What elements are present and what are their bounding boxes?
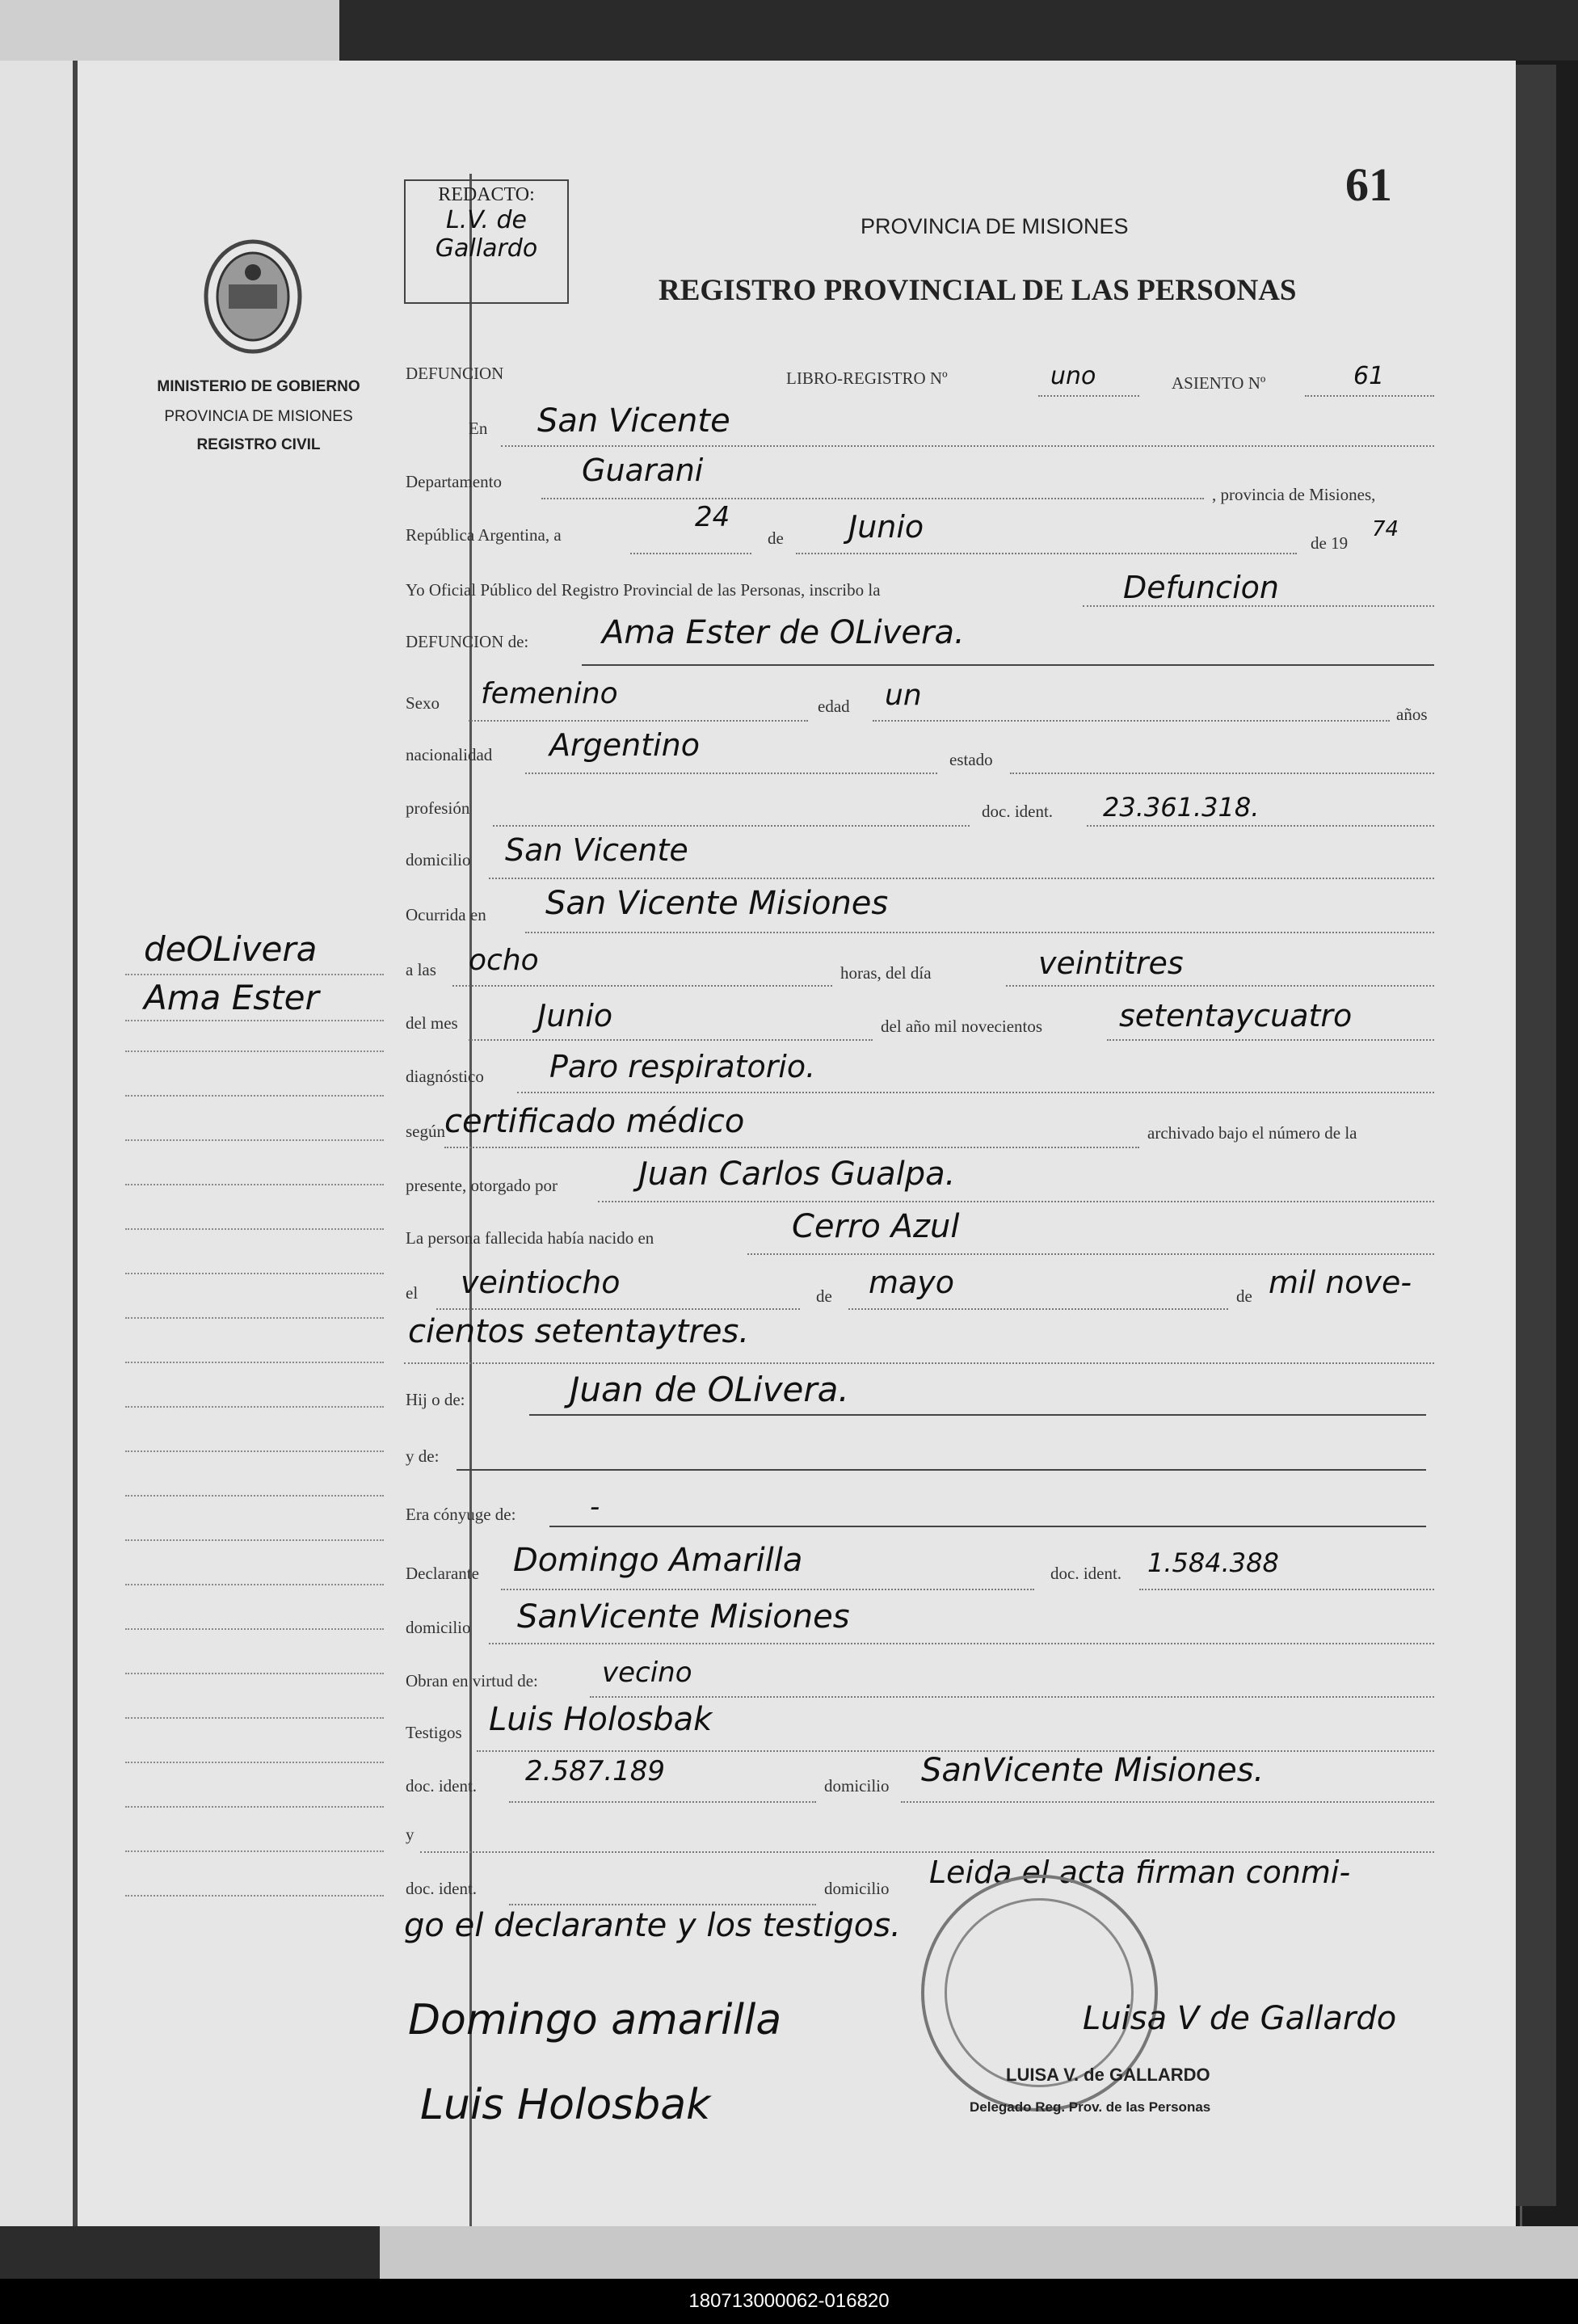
segun-label: según	[406, 1122, 445, 1141]
margin-rule	[125, 974, 384, 975]
margin-rule	[125, 1717, 384, 1719]
margin-rule	[125, 1362, 384, 1363]
anio-value: 74	[1372, 517, 1399, 541]
del-anio-label: del año mil novecientos	[881, 1017, 1043, 1036]
inscribo-value: Defuncion	[1123, 570, 1279, 605]
margin-rule	[125, 1317, 384, 1319]
libro-value: uno	[1050, 362, 1096, 390]
continua-value: cientos setentaytres.	[408, 1313, 750, 1350]
presente-value: Juan Carlos Gualpa.	[638, 1156, 956, 1193]
defuncion-de-value: Ama Ester de OLivera.	[602, 614, 965, 651]
ministry-line3: REGISTRO CIVIL	[196, 436, 321, 453]
dia-value: 24	[695, 501, 730, 533]
margin-rule	[125, 1095, 384, 1097]
margin-rule	[125, 1228, 384, 1230]
margin-rule	[125, 1450, 384, 1452]
horas-label: horas, del día	[840, 963, 932, 983]
obran-label: Obran en virtud de:	[406, 1671, 538, 1690]
margin-rule	[125, 1139, 384, 1141]
a-las-value: ocho	[469, 944, 539, 977]
de-label: de	[768, 528, 784, 548]
testigo-domicilio-value: SanVicente Misiones.	[921, 1752, 1265, 1789]
mes-value: Junio	[848, 509, 924, 545]
stamp-role: Delegado Reg. Prov. de las Personas	[970, 2099, 1211, 2115]
doc-ident-label: doc. ident.	[982, 802, 1054, 821]
redacto-line2: Gallardo	[435, 234, 538, 263]
edad-label: edad	[818, 697, 850, 716]
declarante-value: Domingo Amarilla	[513, 1542, 803, 1579]
top-background	[0, 0, 1578, 61]
departamento-value: Guarani	[582, 453, 704, 488]
margin-rule	[125, 1495, 384, 1497]
asiento-value: 61	[1353, 362, 1385, 390]
del-anio-value: setentaycuatro	[1119, 998, 1353, 1034]
testigo-doc-value: 2.587.189	[525, 1755, 666, 1787]
provincia-suffix: , provincia de Misiones,	[1212, 485, 1376, 504]
declarante-domicilio-label: domicilio	[406, 1618, 471, 1637]
obran-value: vecino	[602, 1657, 692, 1689]
margin-rule	[125, 1184, 384, 1185]
margin-rule	[125, 1895, 384, 1897]
testigo-doc-label: doc. ident.	[406, 1776, 478, 1796]
ministry-line1: MINISTERIO DE GOBIERNO	[157, 378, 360, 395]
del-mes-label: del mes	[406, 1013, 458, 1033]
margin-rule	[125, 1762, 384, 1763]
nacido-label: La persona fallecida había nacido en	[406, 1228, 654, 1248]
nacionalidad-value: Argentino	[549, 727, 700, 763]
domicilio-label: domicilio	[406, 850, 471, 869]
ocurrida-value: San Vicente Misiones	[545, 885, 889, 922]
archivado-label: archivado bajo el número de la	[1147, 1123, 1357, 1143]
declarante-domicilio-value: SanVicente Misiones	[517, 1598, 850, 1636]
ministry-emblem-icon	[200, 236, 305, 361]
yo-oficial-text: Yo Oficial Público del Registro Provincial de las Personas, inscribo la	[406, 580, 881, 600]
signature-declarante: Domingo amarilla	[408, 1996, 782, 2044]
defuncion-de-label: DEFUNCION de:	[406, 632, 529, 651]
margin-rule	[125, 1050, 384, 1052]
leida-continuation: go el declarante y los testigos.	[404, 1907, 901, 1944]
doc2-label: doc. ident.	[406, 1879, 478, 1898]
province-heading: PROVINCIA DE MISIONES	[861, 214, 1129, 238]
del-mes-value: Junio	[537, 998, 613, 1034]
declarante-label: Declarante	[406, 1564, 479, 1583]
testigos-label: Testigos	[406, 1723, 462, 1742]
declarante-doc-value: 1.584.388	[1147, 1547, 1279, 1578]
redacto-line1: L.V. de	[446, 206, 527, 234]
declarante-doc-label: doc. ident.	[1050, 1564, 1122, 1583]
hijo-label: Hij o de:	[406, 1390, 465, 1409]
testigos-value: Luis Holosbak	[489, 1701, 713, 1738]
sexo-value: femenino	[481, 677, 618, 710]
segun-value: certificado médico	[444, 1103, 745, 1140]
ministry-line2: PROVINCIA DE MISIONES	[164, 408, 353, 425]
asiento-label: ASIENTO Nº	[1172, 373, 1266, 393]
en-label: En	[469, 419, 488, 438]
registry-title: REGISTRO PROVINCIAL DE LAS PERSONAS	[659, 274, 1297, 307]
anios-label: años	[1396, 705, 1428, 724]
y-de-label: y de:	[406, 1446, 440, 1466]
testigo-domicilio-label: domicilio	[824, 1776, 890, 1796]
margin-rule	[125, 1273, 384, 1274]
leida-value: Leida el acta firman conmi-	[929, 1855, 1351, 1890]
margin-rule	[125, 1673, 384, 1674]
redacto-box	[404, 179, 569, 304]
estado-label: estado	[949, 750, 993, 769]
margin-rule	[125, 1850, 384, 1852]
margin-rule	[125, 1539, 384, 1541]
diagnostico-label: diagnóstico	[406, 1067, 484, 1086]
redacto-label: REDACTO:	[438, 184, 535, 205]
ocurrida-label: Ocurrida en	[406, 905, 486, 924]
de3-value: mil nove-	[1269, 1265, 1412, 1300]
book-binding	[1516, 65, 1556, 2206]
libro-label: LIBRO-REGISTRO Nº	[786, 368, 948, 388]
el-value: veintiocho	[461, 1265, 621, 1300]
presente-label: presente, otorgado por	[406, 1176, 558, 1195]
de2-label: de	[816, 1286, 832, 1306]
page-number: 61	[1345, 158, 1392, 211]
hijo-value: Juan de OLivera.	[570, 1370, 849, 1409]
horas-value: veintitres	[1038, 945, 1184, 981]
conyuge-value: -	[590, 1491, 600, 1523]
departamento-label: Departamento	[406, 472, 502, 491]
margin-surname: deOLivera	[144, 929, 318, 969]
a-las-label: a las	[406, 960, 436, 979]
margin-rule	[125, 1020, 384, 1021]
profesion-label: profesión	[406, 798, 470, 818]
margin-name: Ama Ester	[144, 978, 319, 1017]
margin-rule	[125, 1806, 384, 1808]
conyuge-label: Era cónyuge de:	[406, 1505, 516, 1524]
margin-rule	[125, 1584, 384, 1585]
republica-label: República Argentina, a	[406, 525, 562, 545]
nacionalidad-label: nacionalidad	[406, 745, 493, 764]
defuncion-label: DEFUNCION	[406, 364, 504, 383]
margin-rule	[125, 1406, 384, 1408]
de3-label: de	[1236, 1286, 1252, 1306]
domicilio-value: San Vicente	[505, 832, 688, 868]
en-value: San Vicente	[537, 402, 730, 440]
nacido-value: Cerro Azul	[792, 1208, 960, 1245]
left-page-edge	[0, 61, 78, 2226]
image-caption: 180713000062-016820	[0, 2279, 1578, 2324]
domicilio2-label: domicilio	[824, 1879, 890, 1898]
edad-value: un	[885, 679, 922, 712]
diagnostico-value: Paro respiratorio.	[549, 1049, 816, 1084]
el-label: el	[406, 1283, 419, 1303]
signature-testigo: Luis Holosbak	[420, 2081, 711, 2129]
margin-rule	[125, 1628, 384, 1630]
de2-value: mayo	[869, 1265, 955, 1300]
de19-label: de 19	[1311, 533, 1349, 553]
sexo-label: Sexo	[406, 693, 440, 713]
stamp-name: LUISA V. de GALLARDO	[1006, 2065, 1210, 2085]
y-label: y	[406, 1825, 414, 1844]
doc-ident-value: 23.361.318.	[1103, 792, 1260, 823]
signature-oficial: Luisa V de Gallardo	[1083, 2000, 1397, 2037]
